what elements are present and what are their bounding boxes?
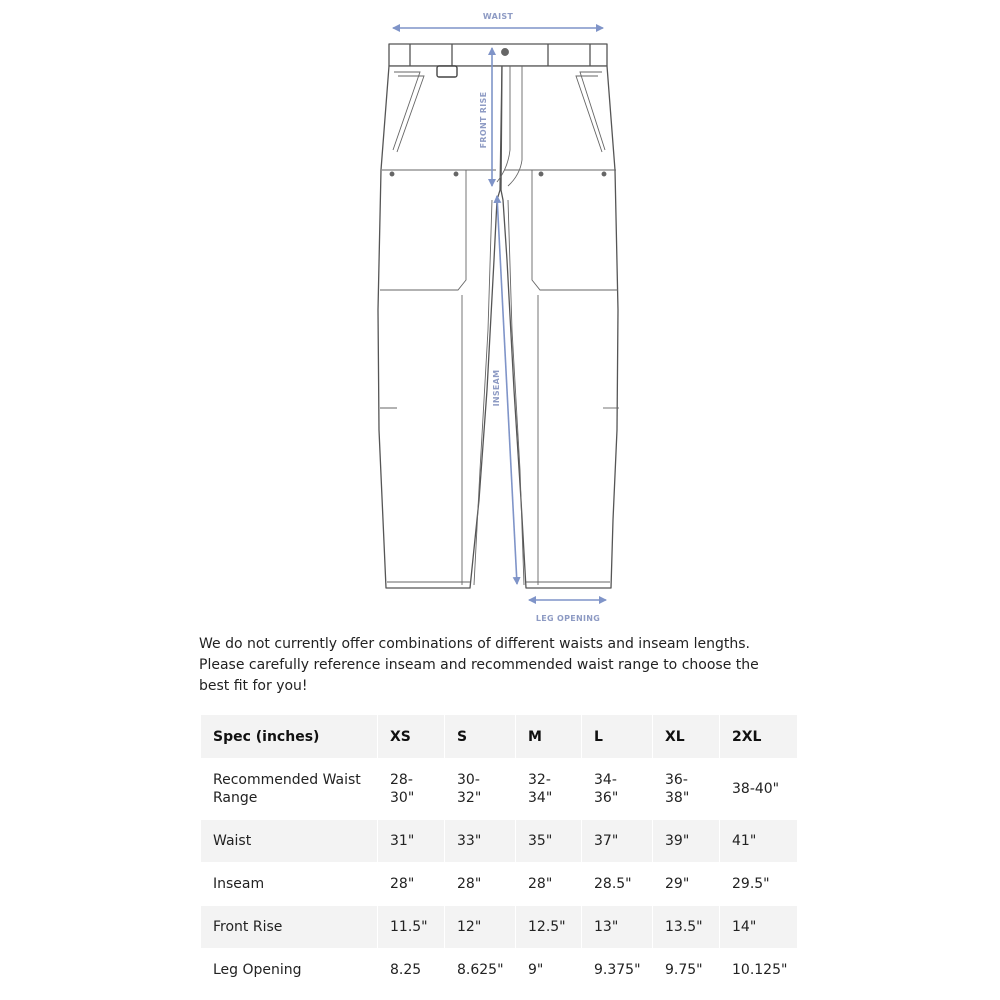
table-cell: 39" <box>653 820 720 863</box>
table-cell: 9.75" <box>653 949 720 992</box>
table-row <box>201 759 798 820</box>
header-xs: XS <box>378 715 445 759</box>
pants-outline <box>378 44 618 588</box>
table-row <box>201 820 798 863</box>
table-cell: 28-30" <box>378 759 445 820</box>
row-label: Waist <box>201 820 378 863</box>
table-cell: 28" <box>378 863 445 906</box>
table-cell: 28.5" <box>582 863 653 906</box>
inseam-label: INSEAM <box>492 369 501 407</box>
table-cell: 29" <box>653 863 720 906</box>
row-label: Recommended Waist Range <box>201 759 378 820</box>
notice-line-1: We do not currently offer combinations of different waists and inseam lengths. <box>199 636 751 652</box>
table-cell: 13.5" <box>653 906 720 949</box>
size-chart-table <box>200 714 798 992</box>
header-xl: XL <box>653 715 720 759</box>
table-row <box>201 906 798 949</box>
header-s: S <box>445 715 516 759</box>
row-label: Inseam <box>201 863 378 906</box>
table-row <box>201 863 798 906</box>
row-label: Front Rise <box>201 906 378 949</box>
table-cell: 12" <box>445 906 516 949</box>
table-cell: 8.25 <box>378 949 445 992</box>
table-cell: 35" <box>516 820 582 863</box>
notice-line-2: Please carefully reference inseam and recommended waist range to choose the <box>199 657 759 673</box>
table-cell: 14" <box>720 906 798 949</box>
table-cell: 9.375" <box>582 949 653 992</box>
table-cell: 9" <box>516 949 582 992</box>
table-cell: 37" <box>582 820 653 863</box>
table-cell: 10.125" <box>720 949 798 992</box>
leg-opening-label: LEG OPENING <box>535 614 601 623</box>
header-l: L <box>582 715 653 759</box>
header-2xl: 2XL <box>720 715 798 759</box>
table-cell: 12.5" <box>516 906 582 949</box>
table-cell: 8.625" <box>445 949 516 992</box>
notice-line-3: best fit for you! <box>199 678 308 694</box>
table-cell: 30-32" <box>445 759 516 820</box>
header-m: M <box>516 715 582 759</box>
table-cell: 29.5" <box>720 863 798 906</box>
table-cell: 33" <box>445 820 516 863</box>
row-label: Leg Opening <box>201 949 378 992</box>
pants-technical-drawing <box>370 0 640 630</box>
table-cell: 13" <box>582 906 653 949</box>
table-cell: 28" <box>445 863 516 906</box>
table-cell: 32-34" <box>516 759 582 820</box>
table-cell: 41" <box>720 820 798 863</box>
waist-label: WAIST <box>482 12 514 21</box>
table-cell: 38-40" <box>720 759 798 820</box>
table-cell: 36-38" <box>653 759 720 820</box>
table-cell: 31" <box>378 820 445 863</box>
table-header-row <box>201 715 798 759</box>
table-cell: 28" <box>516 863 582 906</box>
table-cell: 34-36" <box>582 759 653 820</box>
header-spec: Spec (inches) <box>201 715 378 759</box>
front-rise-label: FRONT RISE <box>479 91 488 149</box>
fit-notice <box>199 634 799 697</box>
table-cell: 11.5" <box>378 906 445 949</box>
table-row <box>201 949 798 992</box>
